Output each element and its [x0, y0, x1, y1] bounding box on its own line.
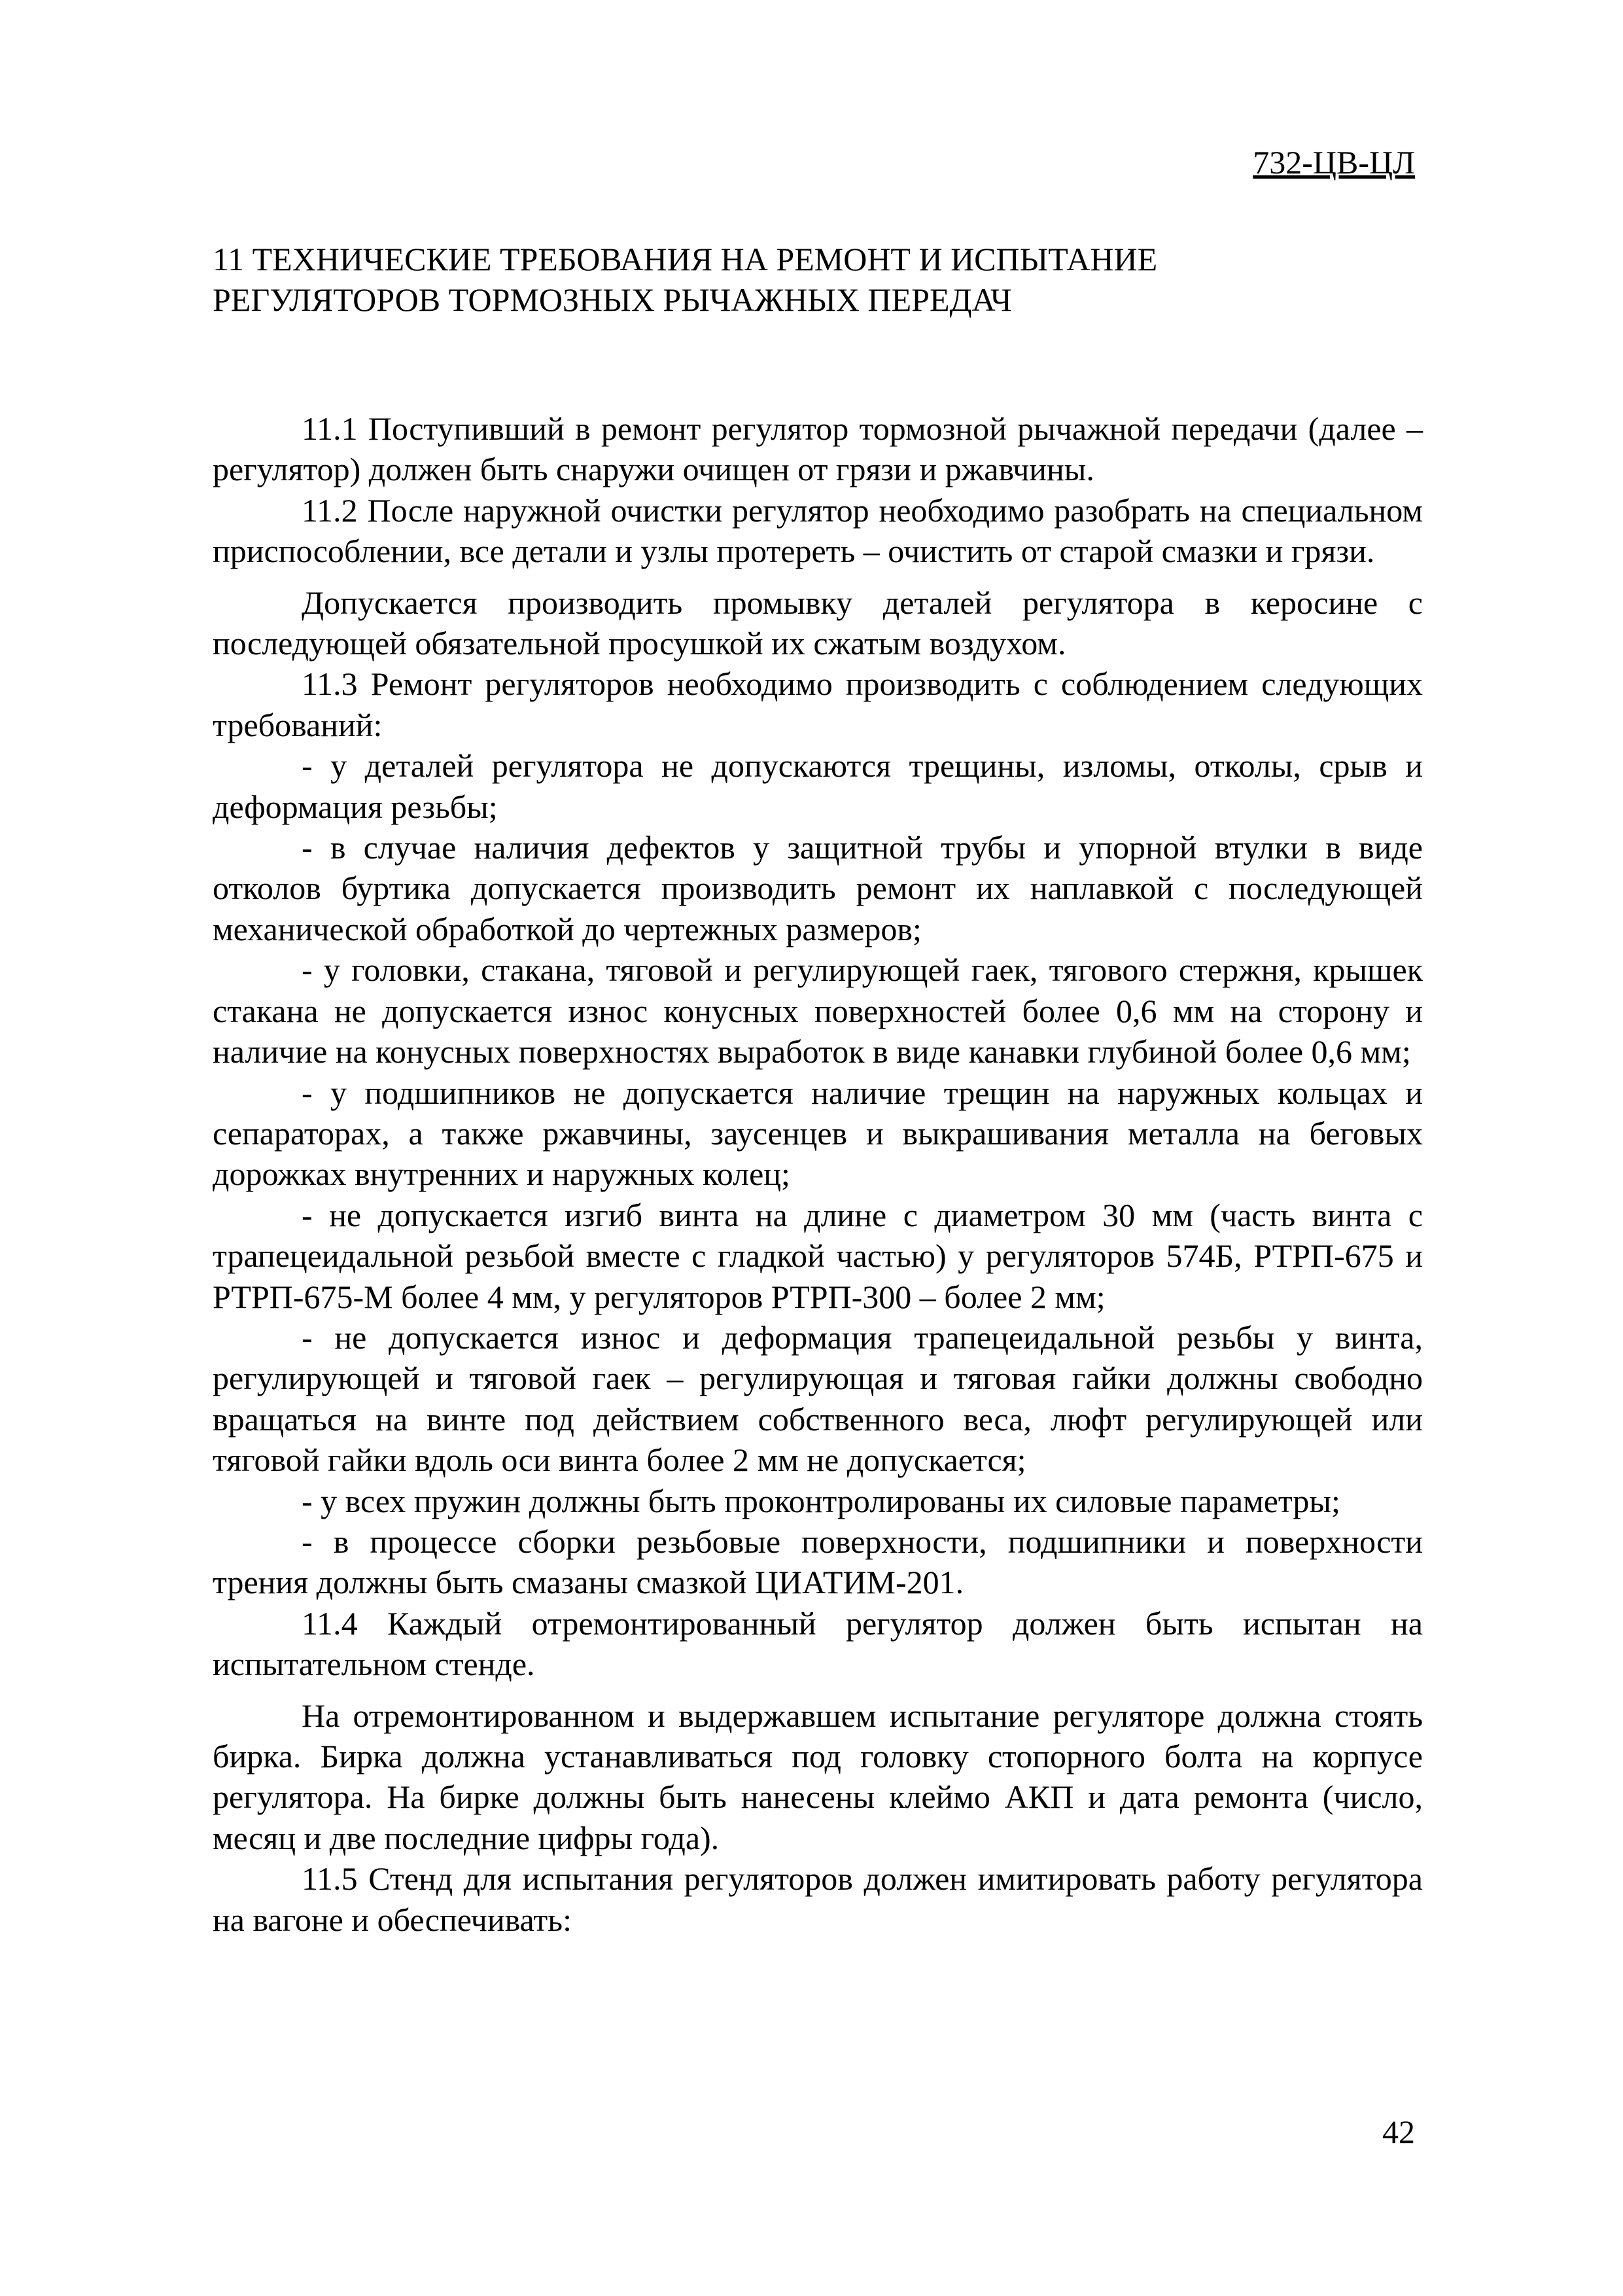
document-code: 732-ЦВ-ЦЛ: [1253, 144, 1415, 181]
page-number: 42: [1382, 2113, 1415, 2150]
document-body: [213, 408, 1423, 1940]
list-item-thread-defects: - у деталей регулятора не допускаются трещины, изломы, отколы, срыв и деформация резьбы;: [213, 747, 1423, 825]
list-item-springs: - у всех пружин должны быть проконтролированы их силовые параметры;: [302, 1482, 1340, 1519]
paragraph-tag: На отремонтированном и выдержавшем испытание регуляторе должна стоять бирка. Бирка должна устанавливаться под головку стопорного болта на корпусе регулятора. На бирке должны быть нанесены клеймо АКП и дата ремонта (число, месяц и две последние цифры года).: [213, 1697, 1423, 1856]
list-item-cone-wear: - у головки, стакана, тяговой и регулирующей гаек, тягового стержня, крышек стакана не допускается износ конусных поверхностей более 0,6 мм на сторону и наличие на конусных поверхностях выработок в виде канавки глубиной более 0,6 мм;: [213, 951, 1423, 1070]
section-title: [213, 239, 1423, 320]
list-item-bearings: - у подшипников не допускается наличие трещин на наружных кольцах и сепараторах, а также ржавчины, заусенцев и выкрашивания металла на беговых дорожках внутренних и наружных колец;: [213, 1074, 1423, 1193]
list-item-trapezoid-thread: - не допускается износ и деформация трапецеидальной резьбы у винта, регулирующей и тяговой гаек – регулирующая и тяговая гайки должны свободно вращаться на винте под действием собственного веса, люфт регулирующей или тяговой гайки вдоль оси винта более 2 мм не допускается;: [213, 1318, 1423, 1479]
paragraph-11-4: 11.4 Каждый отремонтированный регулятор должен быть испытан на испытательном стенде.: [213, 1604, 1423, 1683]
list-item-screw-bend: - не допускается изгиб винта на длине с диаметром 30 мм (часть винта с трапецеидальной резьбой вместе с гладкой частью) у регуляторов 574Б, РТРП-675 и РТРП-675-М более 4 мм, у регуляторов РТРП-300 – более 2 мм;: [213, 1196, 1423, 1315]
paragraph-11-2: 11.2 После наружной очистки регулятор необходимо разобрать на специальном приспособлении, все детали и узлы протереть – очистить от старой смазки и грязи.: [213, 491, 1423, 570]
list-item-protective-tube: - в случае наличия дефектов у защитной трубы и упорной втулки в виде отколов буртика допускается производить ремонт их наплавкой с последующей механической обработкой до чертежных размеров;: [213, 829, 1423, 947]
paragraph-11-5: 11.5 Стенд для испытания регуляторов должен имитировать работу регулятора на вагоне и обеспечивать:: [213, 1860, 1423, 1938]
paragraph-11-1: 11.1 Поступивший в ремонт регулятор тормозной рычажной передачи (далее – регулятор) должен быть снаружи очищен от грязи и ржавчины.: [213, 410, 1423, 488]
section-title-line: 11 ТЕХНИЧЕСКИЕ ТРЕБОВАНИЯ НА РЕМОНТ И ИСПЫТАНИЕ: [213, 241, 1158, 277]
paragraph-washing: Допускается производить промывку деталей регулятора в керосине с последующей обязательной просушкой их сжатым воздухом.: [213, 584, 1423, 662]
list-item-lubrication: - в процессе сборки резьбовые поверхности, подшипники и поверхности трения должны быть смазаны смазкой ЦИАТИМ-201.: [213, 1523, 1423, 1601]
section-title-line: РЕГУЛЯТОРОВ ТОРМОЗНЫХ РЫЧАЖНЫХ ПЕРЕДАЧ: [213, 281, 1012, 318]
paragraph-11-3: 11.3 Ремонт регуляторов необходимо производить с соблюдением следующих требований:: [213, 665, 1423, 743]
